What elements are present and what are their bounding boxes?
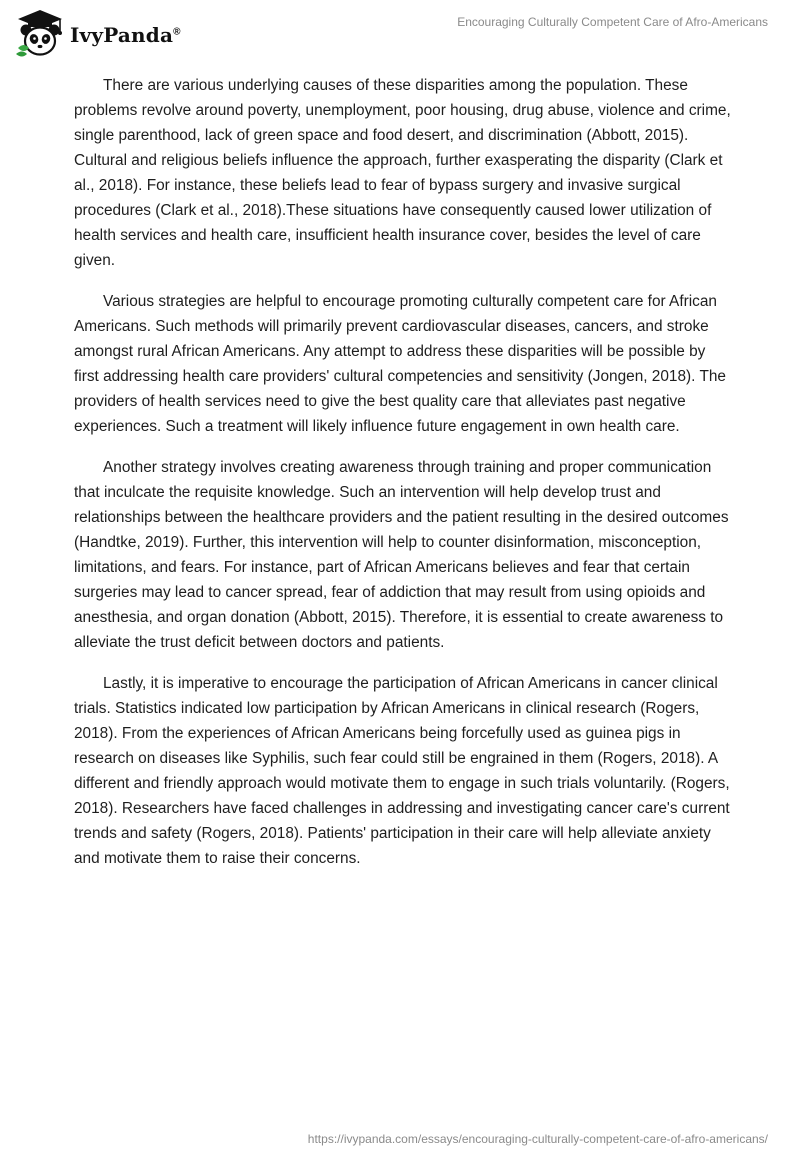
paragraph: There are various underlying causes of these disparities among the population. These problems revolve around poverty, unemployment, poor housing, drug abuse, violence and crime, single parenthood, lack of green space and food desert, and discrimination (Abbott, 2015). Cultural and religious beliefs influence the approach, further exasperating the disparity (Clark et al., 2018). For instance, these beliefs lead to fear of bypass surgery and invasive surgical procedures (Clark et al., 2018).These situations have consequently caused lower utilization of health services and health care, insufficient health insurance cover, besides the level of care given. bbox=[74, 77, 731, 269]
registered-mark: ® bbox=[173, 26, 181, 38]
logo-wordmark bbox=[70, 23, 181, 47]
panda-graduate-icon bbox=[14, 8, 66, 58]
page-header bbox=[0, 0, 800, 60]
source-url-link[interactable]: https://ivypanda.com/essays/encouraging-culturally-competent-care-of-afro-americans/ bbox=[307, 1132, 768, 1146]
ivypanda-logo[interactable] bbox=[14, 8, 181, 58]
essay-body bbox=[74, 73, 734, 887]
paragraph: Another strategy involves creating awareness through training and proper communication that inculcate the requisite knowledge. Such an intervention will help develop trust and relationships between the healthcare providers and the patient resulting in the desired outcomes (Handtke, 2019). Further, this intervention will help to counter disinformation, misconception, limitations, and fears. For instance, part of African Americans believes and fear that certain surgeries may lead to cancer spread, fear of addiction that may result from using opioids and anesthesia, and organ donation (Abbott, 2015). Therefore, it is essential to create awareness to alleviate the trust deficit between doctors and patients. bbox=[74, 459, 729, 651]
paragraph: Various strategies are helpful to encourage promoting culturally competent care for African Americans. Such methods will primarily prevent cardiovascular diseases, cancers, and stroke amongst rural African Americans. Any attempt to address these disparities will be possible by first addressing health care providers' cultural competencies and sensitivity (Jongen, 2018). The providers of health services need to give the best quality care that alleviates past negative experiences. Such a treatment will likely influence future engagement in own health care. bbox=[74, 293, 726, 435]
document-title: Encouraging Culturally Competent Care of Afro-Americans bbox=[457, 15, 768, 29]
paragraph: Lastly, it is imperative to encourage the participation of African Americans in cancer clinical trials. Statistics indicated low participation by African Americans in clinical research (Rogers, 2018). From the experiences of African Americans being forcefully used as guinea pigs in research on diseases like Syphilis, such fear could still be engrained in them (Rogers, 2018). A different and friendly approach would motivate them to engage in such trials voluntarily. (Rogers, 2018). Researchers have faced challenges in addressing and investigating cancer care's current trends and safety (Rogers, 2018). Patients' participation in their care will help alleviate anxiety and motivate them to raise their concerns. bbox=[74, 675, 730, 867]
logo-text: IvyPanda bbox=[70, 23, 174, 47]
